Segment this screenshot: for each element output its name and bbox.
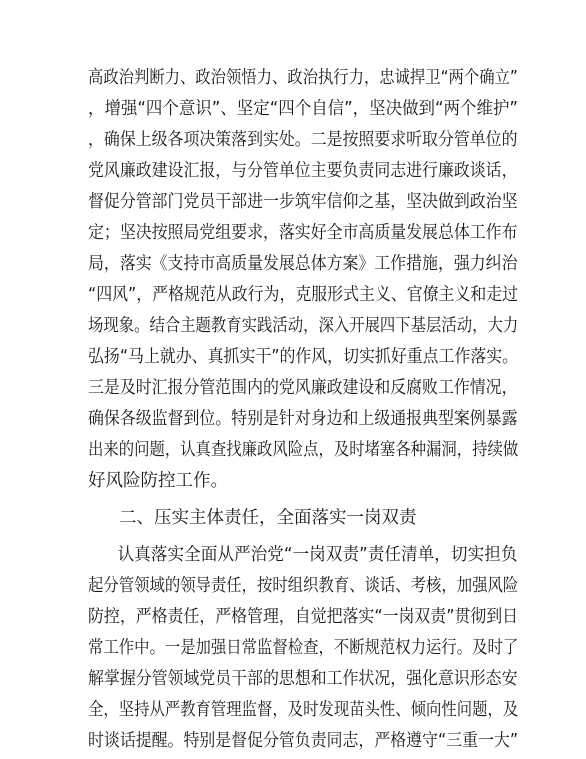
text-line: 三是及时汇报分管范围内的党风廉政建设和反腐败工作情况， <box>88 378 518 398</box>
text-line: 时谈话提醒。特别是督促分管负责同志，严格遵守“三重一大” <box>88 731 519 751</box>
text-line: 出来的问题，认真查找廉政风险点，及时堵塞各种漏洞，持续做 <box>88 440 519 460</box>
text-line: ，增强“四个意识”、坚定“四个自信”，坚决做到“两个维护” <box>88 99 518 119</box>
paragraph-2 <box>88 540 518 757</box>
text-line: 高政治判断力、政治领悟力、政治执行力，忠诚捍卫“两个确立” <box>88 68 518 88</box>
text-line: 解掌握分管领域党员干部的思想和工作状况，强化意识形态安 <box>88 669 518 689</box>
text-line: 确保各级监督到位。特别是针对身边和上级通报典型案例暴露 <box>88 409 518 429</box>
paragraph-1 <box>88 63 518 497</box>
text-line: 常工作中。一是加强日常监督检查，不断规范权力运行。及时了 <box>88 638 519 658</box>
text-line: 认真落实全面从严治党“一岗双责”责任清单，切实担负 <box>117 545 518 565</box>
text-line: 好风险防控工作。 <box>88 471 228 491</box>
text-line: 起分管领域的领导责任，按时组织教育、谈话、考核，加强风险 <box>88 576 519 596</box>
text-line: 督促分管部门党员干部进一步筑牢信仰之基，坚决做到政治坚 <box>88 192 518 212</box>
text-line: 局，落实《支持市高质量发展总体方案》工作措施，强力纠治 <box>88 254 518 274</box>
section-heading: 二、压实主体责任，全面落实一岗双责 <box>119 508 417 528</box>
text-line: ，确保上级各项决策落到实处。二是按照要求听取分管单位的 <box>88 130 518 150</box>
text-line: “四风”，严格规范从政行为，克服形式主义、官僚主义和走过 <box>88 285 519 305</box>
text-line: 弘扬“马上就办、真抓实干”的作风，切实抓好重点工作落实。 <box>88 347 519 367</box>
text-line: 定；坚决按照局党组要求，落实好全市高质量发展总体工作布 <box>88 223 518 243</box>
document-body <box>88 63 518 757</box>
text-line: 场现象。结合主题教育实践活动，深入开展四下基层活动，大力 <box>88 316 519 336</box>
text-line: 党风廉政建设汇报，与分管单位主要负责同志进行廉政谈话， <box>88 161 518 181</box>
text-line: 防控，严格责任，严格管理，自觉把落实“一岗双责”贯彻到日 <box>88 607 519 627</box>
text-line: 全，坚持从严教育管理监督，及时发现苗头性、倾向性问题，及 <box>88 700 519 720</box>
